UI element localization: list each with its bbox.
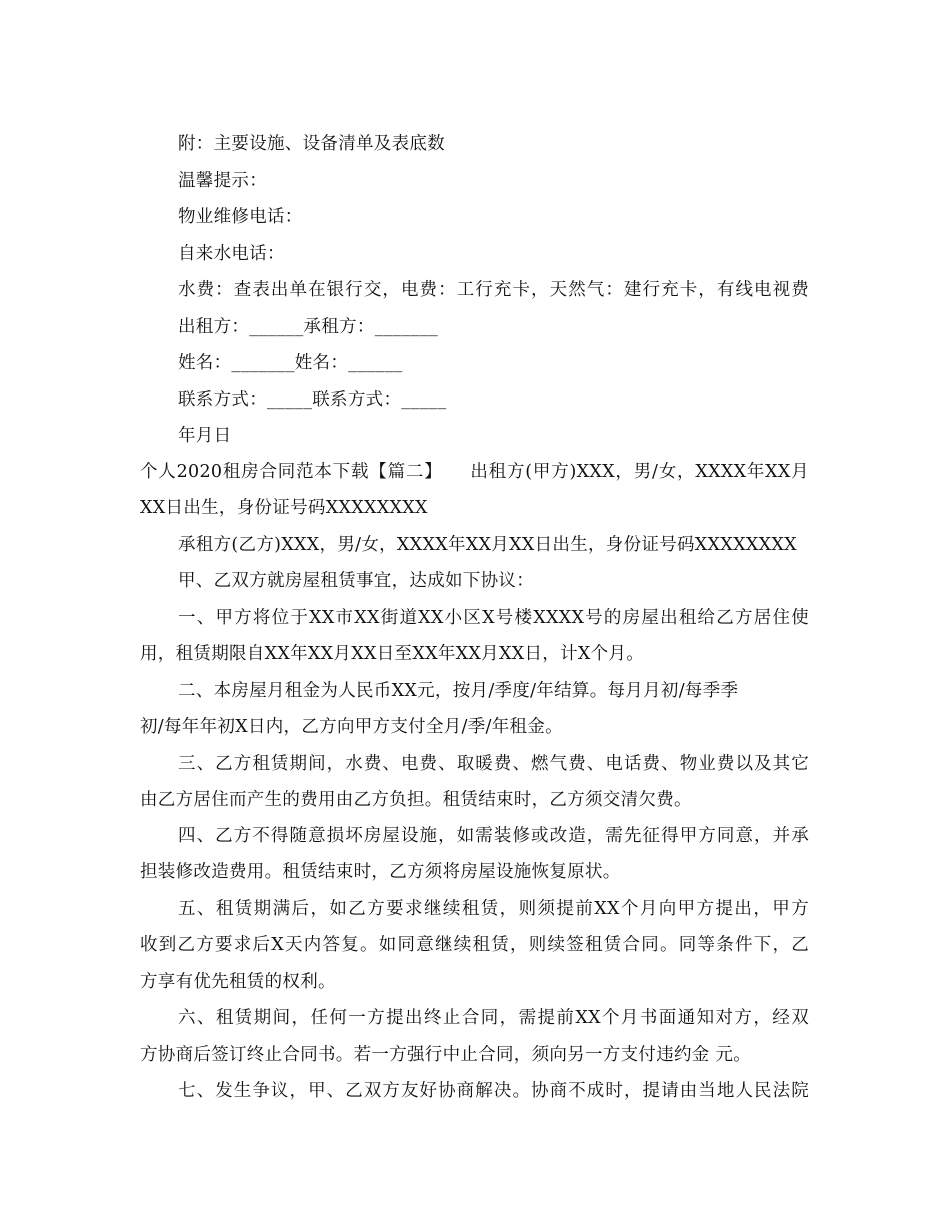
clause-4-line-1: 四、乙方不得随意损坏房屋设施，如需装修或改造，需先征得甲方同意，并承 [178, 826, 809, 846]
lessor-info-cont: XX日出生，身份证号码XXXXXXXX [140, 498, 428, 518]
utility-payment-line: 水费：查表出单在银行交，电费：工行充卡，天然气：建行充卡，有线电视费 [178, 280, 809, 300]
lessee-info: 承租方(乙方)XXX，男/女，XXXX年XX月XX日出生，身份证号码XXXXXXXX [178, 535, 797, 555]
signature-parties-line: 出租方：______承租方：_______ [178, 317, 439, 337]
clause-5-line-3: 方享有优先租赁的权利。 [140, 972, 336, 992]
clause-3-line-1: 三、乙方租赁期间，水费、电费、取暖费、燃气费、电话费、物业费以及其它 [178, 754, 809, 774]
tips-heading: 温馨提示： [178, 171, 267, 191]
clause-6-line-1: 六、租赁期间，任何一方提出终止合同，需提前XX个月书面通知对方，经双 [178, 1008, 809, 1028]
signature-contact-line: 联系方式：_____联系方式：_____ [178, 390, 447, 410]
date-line: 年月日 [178, 426, 232, 446]
signature-names-line: 姓名：_______姓名：______ [178, 353, 403, 373]
clause-4-line-2: 担装修改造费用。租赁结束时，乙方须将房屋设施恢复原状。 [140, 862, 621, 882]
agreement-intro: 甲、乙双方就房屋租赁事宜，达成如下协议： [178, 571, 534, 591]
clause-2-line-1: 二、本房屋月租金为人民币XX元，按月/季度/年结算。每月月初/每季季 [178, 681, 739, 701]
clause-1-line-2: 用，租赁期限自XX年XX月XX日至XX年XX月XX日，计X个月。 [140, 644, 645, 664]
clause-1-line-1: 一、甲方将位于XX市XX街道XX小区X号楼XXXX号的房屋出租给乙方居住使 [178, 608, 809, 628]
property-repair-phone: 物业维修电话： [178, 207, 303, 227]
clause-2-line-2: 初/每年年初X日内，乙方向甲方支付全月/季/年租金。 [140, 717, 563, 737]
clause-5-line-2: 收到乙方要求后X天内答复。如同意继续租赁，则续签租赁合同。同等条件下，乙 [140, 935, 809, 955]
appendix-line: 附：主要设施、设备清单及表底数 [178, 134, 445, 154]
water-company-phone: 自来水电话： [178, 244, 285, 264]
clause-3-line-2: 由乙方居住而产生的费用由乙方负担。租赁结束时，乙方须交清欠费。 [140, 790, 692, 810]
clause-7-line-1: 七、发生争议，甲、乙双方友好协商解决。协商不成时，提请由当地人民法院 [178, 1081, 809, 1101]
clause-6-line-2: 方协商后签订终止合同书。若一方强行中止合同，须向另一方支付违约金 元。 [140, 1045, 752, 1065]
contract-title-line: 个人2020租房合同范本下载【篇二】 出租方(甲方)XXX，男/女，XXXX年XX月 [140, 462, 809, 482]
clause-5-line-1: 五、租赁期满后，如乙方要求继续租赁，则须提前XX个月向甲方提出，甲方 [178, 899, 809, 919]
